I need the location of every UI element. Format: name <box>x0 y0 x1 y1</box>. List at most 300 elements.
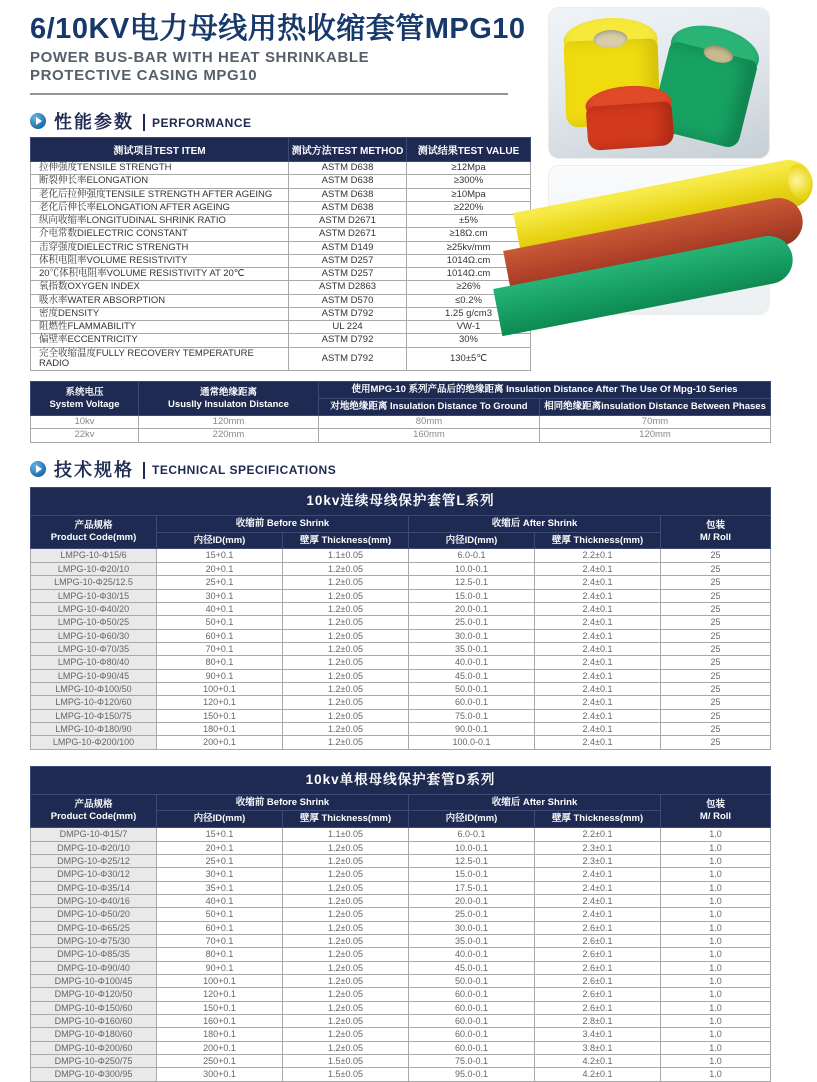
value-cell: 1014Ω.cm <box>407 268 531 281</box>
value-cell: 1.2±0.05 <box>283 961 409 974</box>
row-label-cell: DMPG-10-Φ50/20 <box>31 908 157 921</box>
row-label-cell: LMPG-10-Φ40/20 <box>31 602 157 615</box>
value-cell: 300+0.1 <box>157 1068 283 1081</box>
col-product-code <box>31 515 157 549</box>
red-roll-image <box>586 101 675 151</box>
row-label-cell: 体积电阻率VOLUME RESISTIVITY <box>31 254 289 267</box>
value-cell: 130±5℃ <box>407 347 531 371</box>
table-row <box>31 908 771 921</box>
value-cell: 12.5-0.1 <box>409 576 535 589</box>
value-cell: 25+0.1 <box>157 854 283 867</box>
value-cell: 1.5±0.05 <box>283 1068 409 1081</box>
value-cell: 35.0-0.1 <box>409 642 535 655</box>
value-cell: 75.0-0.1 <box>409 1055 535 1068</box>
col-thickness-before: 壁厚 Thickness(mm) <box>283 532 409 549</box>
value-cell: 2.2±0.1 <box>535 828 661 841</box>
table-row <box>31 629 771 642</box>
value-cell: 200+0.1 <box>157 736 283 749</box>
row-label-cell: LMPG-10-Φ30/15 <box>31 589 157 602</box>
col-usual-distance-en: Ususlly Insulaton Distance <box>168 398 289 410</box>
value-cell: 2.2±0.1 <box>535 549 661 562</box>
col-system-voltage-cn: 系统电压 <box>65 386 104 398</box>
value-cell: 2.4±0.1 <box>535 682 661 695</box>
value-cell: ≥25kv/mm <box>407 241 531 254</box>
value-cell: 2.3±0.1 <box>535 854 661 867</box>
value-cell: 1.0 <box>661 961 771 974</box>
value-cell: 1.2±0.05 <box>283 1015 409 1028</box>
value-cell: 20.0-0.1 <box>409 894 535 907</box>
table-row <box>31 254 531 267</box>
table-row <box>31 241 531 254</box>
page-subtitle-line1: POWER BUS-BAR WITH HEAT SHRINKABLE <box>30 49 370 67</box>
table-row <box>31 948 771 961</box>
table-row <box>31 975 771 988</box>
value-cell: 70+0.1 <box>157 642 283 655</box>
col-product-code <box>31 794 157 828</box>
col-mpg10-group: 使用MPG-10 系列产品后的绝缘距离 Insulation Distance After The Use Of Mpg-10 Series <box>319 382 771 399</box>
value-cell: ASTM D570 <box>289 294 407 307</box>
header-divider <box>30 93 508 95</box>
row-label-cell: 22kv <box>31 429 139 442</box>
row-label-cell: 断裂伸长率ELONGATION <box>31 175 289 188</box>
value-cell: 2.6±0.1 <box>535 921 661 934</box>
row-label-cell: DMPG-10-Φ15/7 <box>31 828 157 841</box>
value-cell: 20+0.1 <box>157 841 283 854</box>
row-label-cell: DMPG-10-Φ65/25 <box>31 921 157 934</box>
value-cell: 80mm <box>319 415 540 428</box>
page-subtitle-line2: PROTECTIVE CASING MPG10 <box>30 66 258 84</box>
page-subtitle <box>30 49 510 84</box>
value-cell: 70+0.1 <box>157 935 283 948</box>
value-cell: 1.2±0.05 <box>283 576 409 589</box>
value-cell: 25 <box>661 616 771 629</box>
value-cell: 2.4±0.1 <box>535 616 661 629</box>
value-cell: 2.6±0.1 <box>535 948 661 961</box>
value-cell: ASTM D2671 <box>289 228 407 241</box>
row-label-cell: 阻燃性FLAMMABILITY <box>31 321 289 334</box>
value-cell: 1.0 <box>661 1068 771 1081</box>
row-label-cell: LMPG-10-Φ20/10 <box>31 562 157 575</box>
value-cell: 1.2±0.05 <box>283 881 409 894</box>
table-row <box>31 722 771 735</box>
product-photo-tubes <box>549 166 769 314</box>
value-cell: 35.0-0.1 <box>409 935 535 948</box>
value-cell: 1.2±0.05 <box>283 709 409 722</box>
value-cell: 1.2±0.05 <box>283 1028 409 1041</box>
value-cell: 1.0 <box>661 841 771 854</box>
value-cell: 2.4±0.1 <box>535 576 661 589</box>
value-cell: 2.8±0.1 <box>535 1015 661 1028</box>
value-cell: 40+0.1 <box>157 894 283 907</box>
table-row <box>31 321 531 334</box>
value-cell: 45.0-0.1 <box>409 961 535 974</box>
row-label-cell: 10kv <box>31 415 139 428</box>
row-label-cell: DMPG-10-Φ85/35 <box>31 948 157 961</box>
value-cell: 25.0-0.1 <box>409 908 535 921</box>
row-label-cell: 氧指数OXYGEN INDEX <box>31 281 289 294</box>
table-row <box>31 347 531 371</box>
value-cell: 180+0.1 <box>157 722 283 735</box>
value-cell: 3.4±0.1 <box>535 1028 661 1041</box>
table-row <box>31 736 771 749</box>
value-cell: 30.0-0.1 <box>409 921 535 934</box>
table-row <box>31 415 771 428</box>
col-id-after: 内径ID(mm) <box>409 811 535 828</box>
value-cell: 100+0.1 <box>157 975 283 988</box>
value-cell: 2.4±0.1 <box>535 894 661 907</box>
value-cell: 1.0 <box>661 935 771 948</box>
value-cell: ASTM D638 <box>289 201 407 214</box>
value-cell: 30.0-0.1 <box>409 629 535 642</box>
row-label-cell: LMPG-10-Φ50/25 <box>31 616 157 629</box>
value-cell: 35+0.1 <box>157 881 283 894</box>
d-table-title: 10kv单根母线保护套管D系列 <box>31 766 771 794</box>
value-cell: ≥300% <box>407 175 531 188</box>
value-cell: 25 <box>661 682 771 695</box>
value-cell: 1.1±0.05 <box>283 549 409 562</box>
technical-label-en: TECHNICAL SPECIFICATIONS <box>152 463 337 478</box>
table-row <box>31 307 531 320</box>
row-label-cell: LMPG-10-Φ120/60 <box>31 696 157 709</box>
value-cell: 2.4±0.1 <box>535 696 661 709</box>
value-cell: 1.0 <box>661 1055 771 1068</box>
page-title: 6/10KV电力母线用热收缩套管MPG10 <box>30 13 526 45</box>
value-cell: 1.2±0.05 <box>283 988 409 1001</box>
value-cell: 90+0.1 <box>157 669 283 682</box>
value-cell: 25 <box>661 602 771 615</box>
table-row <box>31 868 771 881</box>
table-row <box>31 1055 771 1068</box>
value-cell: 15+0.1 <box>157 549 283 562</box>
value-cell: 10.0-0.1 <box>409 562 535 575</box>
value-cell: 2.4±0.1 <box>535 669 661 682</box>
row-label-cell: 吸水率WATER ABSORPTION <box>31 294 289 307</box>
row-label-cell: 偏壁率ECCENTRICITY <box>31 334 289 347</box>
col-usual-distance-cn: 通常绝缘距离 <box>199 386 257 398</box>
col-system-voltage <box>31 382 139 416</box>
value-cell: 2.4±0.1 <box>535 868 661 881</box>
table-row <box>31 429 771 442</box>
value-cell: 150+0.1 <box>157 1001 283 1014</box>
value-cell: 1.0 <box>661 975 771 988</box>
value-cell: 40+0.1 <box>157 602 283 615</box>
value-cell: 220mm <box>139 429 319 442</box>
section-separator <box>143 462 145 479</box>
value-cell: 2.6±0.1 <box>535 935 661 948</box>
value-cell: 1.2±0.05 <box>283 1001 409 1014</box>
value-cell: 2.6±0.1 <box>535 988 661 1001</box>
value-cell: 1.2±0.05 <box>283 669 409 682</box>
row-label-cell: LMPG-10-Φ100/50 <box>31 682 157 695</box>
value-cell: 2.4±0.1 <box>535 881 661 894</box>
value-cell: ASTM D792 <box>289 347 407 371</box>
row-label-cell: DMPG-10-Φ30/12 <box>31 868 157 881</box>
value-cell: 1.2±0.05 <box>283 935 409 948</box>
col-packing <box>661 515 771 549</box>
value-cell: 1.2±0.05 <box>283 908 409 921</box>
value-cell: 75.0-0.1 <box>409 709 535 722</box>
table-row <box>31 841 771 854</box>
row-label-cell: LMPG-10-Φ25/12.5 <box>31 576 157 589</box>
row-label-cell: DMPG-10-Φ40/16 <box>31 894 157 907</box>
value-cell: 1.2±0.05 <box>283 682 409 695</box>
value-cell: 30+0.1 <box>157 589 283 602</box>
table-row <box>31 696 771 709</box>
value-cell: 4.2±0.1 <box>535 1055 661 1068</box>
table-row <box>31 669 771 682</box>
value-cell: 1.25 g/cm3 <box>407 307 531 320</box>
row-label-cell: DMPG-10-Φ20/10 <box>31 841 157 854</box>
value-cell: 1.0 <box>661 921 771 934</box>
value-cell: ASTM D638 <box>289 188 407 201</box>
value-cell: 2.4±0.1 <box>535 709 661 722</box>
table-row <box>31 602 771 615</box>
value-cell: 1014Ω.cm <box>407 254 531 267</box>
row-label-cell: 老化后拉伸强度TENSILE STRENGTH AFTER AGEING <box>31 188 289 201</box>
value-cell: 20.0-0.1 <box>409 602 535 615</box>
value-cell: 1.2±0.05 <box>283 696 409 709</box>
technical-section-header <box>30 457 770 479</box>
col-distance-between-phases: 相同绝缘距离insulation Distance Between Phases <box>540 399 771 416</box>
value-cell: 25 <box>661 669 771 682</box>
col-product-code-en: Product Code(mm) <box>50 810 137 822</box>
value-cell: ASTM D257 <box>289 268 407 281</box>
value-cell: 120mm <box>540 429 771 442</box>
value-cell: 40.0-0.1 <box>409 948 535 961</box>
col-packing <box>661 794 771 828</box>
value-cell: 12.5-0.1 <box>409 854 535 867</box>
section-separator <box>143 114 145 131</box>
value-cell: 1.0 <box>661 1041 771 1054</box>
col-id-after: 内径ID(mm) <box>409 532 535 549</box>
table-row <box>31 616 771 629</box>
value-cell: 1.2±0.05 <box>283 854 409 867</box>
value-cell: 100+0.1 <box>157 682 283 695</box>
value-cell: 2.4±0.1 <box>535 602 661 615</box>
row-label-cell: DMPG-10-Φ150/60 <box>31 1001 157 1014</box>
col-system-voltage-en: System Voltage <box>49 398 120 410</box>
value-cell: 1.0 <box>661 988 771 1001</box>
col-id-before: 内径ID(mm) <box>157 811 283 828</box>
value-cell: 100.0-0.1 <box>409 736 535 749</box>
value-cell: 60.0-0.1 <box>409 1015 535 1028</box>
value-cell: 1.2±0.05 <box>283 629 409 642</box>
table-row <box>31 228 531 241</box>
value-cell: ASTM D792 <box>289 334 407 347</box>
row-label-cell: DMPG-10-Φ160/60 <box>31 1015 157 1028</box>
row-label-cell: LMPG-10-Φ15/6 <box>31 549 157 562</box>
value-cell: ±5% <box>407 215 531 228</box>
value-cell: 2.6±0.1 <box>535 961 661 974</box>
value-cell: 2.3±0.1 <box>535 841 661 854</box>
value-cell: 1.2±0.05 <box>283 616 409 629</box>
row-label-cell: LMPG-10-Φ90/45 <box>31 669 157 682</box>
value-cell: 2.4±0.1 <box>535 736 661 749</box>
value-cell: 1.2±0.05 <box>283 921 409 934</box>
table-row <box>31 294 531 307</box>
table-row <box>31 656 771 669</box>
value-cell: 250+0.1 <box>157 1055 283 1068</box>
value-cell: 6.0-0.1 <box>409 549 535 562</box>
row-label-cell: 拉伸强度TENSILE STRENGTH <box>31 162 289 175</box>
value-cell: 1.5±0.05 <box>283 1055 409 1068</box>
table-row <box>31 576 771 589</box>
row-label-cell: 击穿强度DIELECTRIC STRENGTH <box>31 241 289 254</box>
value-cell: 2.4±0.1 <box>535 908 661 921</box>
value-cell: 30% <box>407 334 531 347</box>
value-cell: 90.0-0.1 <box>409 722 535 735</box>
row-label-cell: DMPG-10-Φ35/14 <box>31 881 157 894</box>
spec-header-row-1 <box>31 794 771 811</box>
value-cell: 2.4±0.1 <box>535 722 661 735</box>
value-cell: 50+0.1 <box>157 616 283 629</box>
table-row <box>31 215 531 228</box>
performance-label-en: PERFORMANCE <box>152 115 252 130</box>
value-cell: 2.4±0.1 <box>535 562 661 575</box>
value-cell: 1.0 <box>661 948 771 961</box>
value-cell: 1.0 <box>661 881 771 894</box>
value-cell: ASTM D257 <box>289 254 407 267</box>
row-label-cell: DMPG-10-Φ90/40 <box>31 961 157 974</box>
value-cell: 25.0-0.1 <box>409 616 535 629</box>
performance-label-cn: 性能参数 <box>54 112 134 133</box>
col-product-code-cn: 产品规格 <box>74 520 113 532</box>
value-cell: 60.0-0.1 <box>409 1028 535 1041</box>
value-cell: 200+0.1 <box>157 1041 283 1054</box>
performance-header-row <box>31 138 531 162</box>
value-cell: 4.2±0.1 <box>535 1068 661 1081</box>
value-cell: ≥10Mpa <box>407 188 531 201</box>
value-cell: 160+0.1 <box>157 1015 283 1028</box>
value-cell: 180+0.1 <box>157 1028 283 1041</box>
col-packing-en: M/ Roll <box>699 810 732 822</box>
row-label-cell: 密度DENSITY <box>31 307 289 320</box>
value-cell: ≥12Mpa <box>407 162 531 175</box>
table-row <box>31 961 771 974</box>
value-cell: 70mm <box>540 415 771 428</box>
spec-header-row-1 <box>31 515 771 532</box>
value-cell: ≤0.2% <box>407 294 531 307</box>
row-label-cell: LMPG-10-Φ150/75 <box>31 709 157 722</box>
value-cell: 90+0.1 <box>157 961 283 974</box>
value-cell: 25 <box>661 642 771 655</box>
row-label-cell: 纵向收缩率LONGITUDINAL SHRINK RATIO <box>31 215 289 228</box>
table-row <box>31 1041 771 1054</box>
value-cell: 1.2±0.05 <box>283 642 409 655</box>
product-photo-rolls <box>549 8 769 158</box>
col-packing-en: M/ Roll <box>699 532 732 544</box>
value-cell: 1.2±0.05 <box>283 868 409 881</box>
value-cell: ASTM D2863 <box>289 281 407 294</box>
value-cell: ASTM D638 <box>289 162 407 175</box>
value-cell: 1.0 <box>661 1001 771 1014</box>
col-test-item: 测试项目TEST ITEM <box>31 138 289 162</box>
value-cell: 1.2±0.05 <box>283 589 409 602</box>
value-cell: 15.0-0.1 <box>409 868 535 881</box>
performance-table <box>30 137 531 371</box>
value-cell: 25 <box>661 576 771 589</box>
value-cell: 30+0.1 <box>157 868 283 881</box>
table-row <box>31 281 531 294</box>
row-label-cell: LMPG-10-Φ200/100 <box>31 736 157 749</box>
value-cell: 1.0 <box>661 1015 771 1028</box>
value-cell: 2.6±0.1 <box>535 1001 661 1014</box>
value-cell: 50+0.1 <box>157 908 283 921</box>
l-series-table <box>30 487 771 750</box>
table-row <box>31 1068 771 1081</box>
value-cell: ≥18Ω.cm <box>407 228 531 241</box>
value-cell: 1.0 <box>661 894 771 907</box>
value-cell: 1.1±0.05 <box>283 828 409 841</box>
value-cell: ≥220% <box>407 201 531 214</box>
row-label-cell: DMPG-10-Φ300/95 <box>31 1068 157 1081</box>
col-test-method: 测试方法TEST METHOD <box>289 138 407 162</box>
col-after-shrink: 收缩后 After Shrink <box>409 794 661 811</box>
table-row <box>31 549 771 562</box>
value-cell: 6.0-0.1 <box>409 828 535 841</box>
col-product-code-cn: 产品规格 <box>74 799 113 810</box>
value-cell: 80+0.1 <box>157 948 283 961</box>
row-label-cell: LMPG-10-Φ180/90 <box>31 722 157 735</box>
row-label-cell: DMPG-10-Φ200/60 <box>31 1041 157 1054</box>
row-label-cell: DMPG-10-Φ180/60 <box>31 1028 157 1041</box>
value-cell: 3.8±0.1 <box>535 1041 661 1054</box>
value-cell: 1.2±0.05 <box>283 562 409 575</box>
value-cell: 120+0.1 <box>157 988 283 1001</box>
value-cell: 1.2±0.05 <box>283 841 409 854</box>
table-row <box>31 162 531 175</box>
value-cell: 2.4±0.1 <box>535 656 661 669</box>
value-cell: 60.0-0.1 <box>409 988 535 1001</box>
value-cell: 60.0-0.1 <box>409 696 535 709</box>
value-cell: 17.5-0.1 <box>409 881 535 894</box>
value-cell: 80+0.1 <box>157 656 283 669</box>
value-cell: 25 <box>661 722 771 735</box>
value-cell: 95.0-0.1 <box>409 1068 535 1081</box>
table-row <box>31 1001 771 1014</box>
value-cell: ASTM D638 <box>289 175 407 188</box>
value-cell: 1.0 <box>661 868 771 881</box>
col-thickness-before: 壁厚 Thickness(mm) <box>283 811 409 828</box>
l-table-title: 10kv连续母线保护套管L系列 <box>31 487 771 515</box>
value-cell: 2.4±0.1 <box>535 629 661 642</box>
value-cell: 150+0.1 <box>157 709 283 722</box>
value-cell: 15+0.1 <box>157 828 283 841</box>
value-cell: 1.0 <box>661 854 771 867</box>
table-row <box>31 562 771 575</box>
value-cell: 25 <box>661 736 771 749</box>
value-cell: 60+0.1 <box>157 921 283 934</box>
row-label-cell: LMPG-10-Φ60/30 <box>31 629 157 642</box>
value-cell: 60.0-0.1 <box>409 1041 535 1054</box>
table-row <box>31 642 771 655</box>
row-label-cell: DMPG-10-Φ75/30 <box>31 935 157 948</box>
row-label-cell: LMPG-10-Φ80/40 <box>31 656 157 669</box>
col-test-value: 测试结果TEST VALUE <box>407 138 531 162</box>
value-cell: 2.4±0.1 <box>535 642 661 655</box>
col-thickness-after: 壁厚 Thickness(mm) <box>535 811 661 828</box>
col-before-shrink: 收缩前 Before Shrink <box>157 515 409 532</box>
table-row <box>31 334 531 347</box>
value-cell: 1.0 <box>661 908 771 921</box>
value-cell: 20+0.1 <box>157 562 283 575</box>
row-label-cell: DMPG-10-Φ250/75 <box>31 1055 157 1068</box>
col-product-code-en: Product Code(mm) <box>50 532 137 544</box>
value-cell: 45.0-0.1 <box>409 669 535 682</box>
col-before-shrink: 收缩前 Before Shrink <box>157 794 409 811</box>
col-thickness-after: 壁厚 Thickness(mm) <box>535 532 661 549</box>
arrow-bullet-icon <box>30 113 46 129</box>
